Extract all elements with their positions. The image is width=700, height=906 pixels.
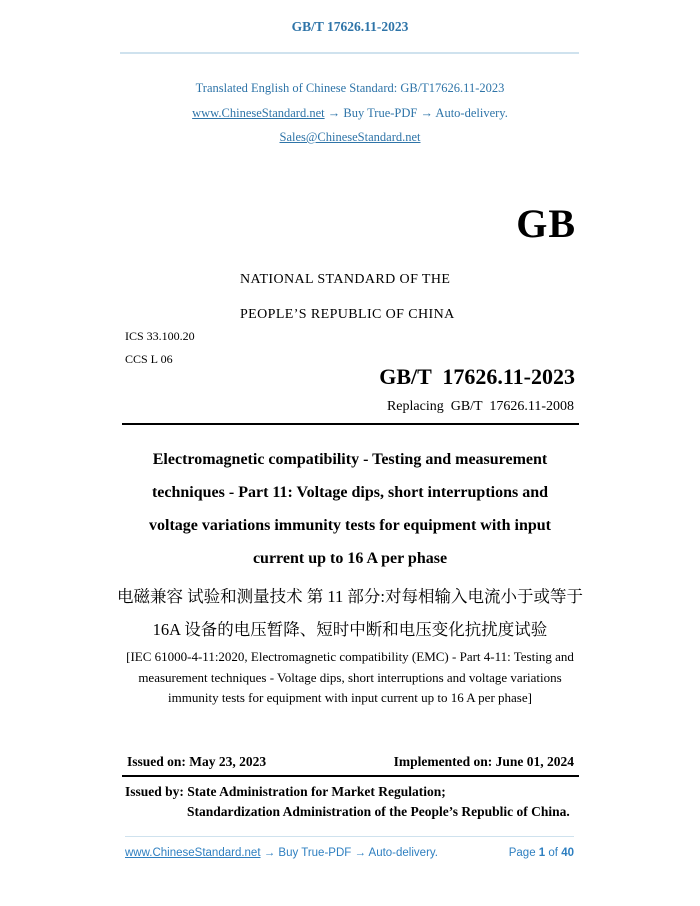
classification-codes — [125, 325, 195, 370]
replacing-note: Replacing GB/T 17626.11-2008 — [386, 399, 574, 414]
footer-buy-rest: → Buy True-PDF → Auto-delivery. — [260, 847, 438, 859]
ics-code: ICS 33.100.20 — [125, 329, 195, 343]
chinese-title-line1: 电磁兼容 试验和测量技术 第 11 部分:对每相输入电流小于或等于 — [117, 587, 583, 606]
of-label: of — [548, 847, 558, 859]
standard-number: GB/T 17626.11-2023 — [379, 364, 575, 389]
translated-line: Translated English of Chinese Standard: GB/T17626.11-2023 — [195, 81, 505, 95]
sales-email-link[interactable]: Sales@ChineseStandard.net — [279, 130, 421, 144]
chinese-title — [60, 580, 640, 646]
page-total: 40 — [561, 847, 574, 859]
issued-by-line1: Issued by: State Administration for Market Regulation; — [125, 784, 446, 799]
english-title-line1: Electromagnetic compatibility - Testing and measurement — [152, 451, 548, 468]
implemented-on-date: Implemented on: June 01, 2024 — [393, 754, 574, 769]
masthead-divider — [122, 423, 579, 425]
issuance-dates — [127, 754, 574, 770]
footer-buy-line — [125, 847, 438, 859]
footer-site-link[interactable]: www.ChineseStandard.net — [125, 847, 261, 859]
english-title-line3: voltage variations immunity tests for equipment with input — [149, 517, 551, 534]
national-standard-line2: PEOPLE’S REPUBLIC OF CHINA — [240, 307, 455, 322]
iec-note-line1: [IEC 61000-4-11:2020, Electromagnetic compatibility (EMC) - Part 4-11: Testing and — [126, 649, 574, 664]
page-number: 1 — [538, 847, 546, 859]
iec-equivalence-note — [85, 647, 615, 709]
issued-by-line2: Standardization Administration of the People’s Republic of China. — [187, 803, 570, 819]
issuing-bodies — [125, 782, 585, 821]
page-label: Page — [508, 847, 536, 859]
page-indicator — [509, 847, 574, 859]
buy-line-rest: → Buy True-PDF → Auto-delivery. — [324, 105, 508, 120]
english-title-line4: current up to 16 A per phase — [252, 550, 448, 567]
gb-logo: GB — [516, 201, 576, 246]
national-standard-heading — [240, 262, 455, 332]
english-title-line2: techniques - Part 11: Voltage dips, short interruptions and — [151, 484, 549, 501]
buy-line — [0, 101, 700, 126]
english-title — [60, 443, 640, 575]
site-link[interactable]: www.ChineseStandard.net — [192, 105, 325, 120]
page-footer — [125, 847, 574, 859]
national-standard-line1: NATIONAL STANDARD OF THE — [240, 272, 451, 287]
footer-divider — [125, 836, 574, 837]
chinese-title-line2: 16A 设备的电压暂降、短时中断和电压变化抗扰度试验 — [152, 620, 548, 639]
iec-note-line2: measurement techniques - Voltage dips, short interruptions and voltage variations — [138, 669, 562, 685]
issued-on-date: Issued on: May 23, 2023 — [127, 754, 267, 769]
iec-note-line3: immunity tests for equipment with input current up to 16 A per phase] — [168, 690, 532, 705]
header-divider — [120, 52, 579, 54]
translated-intro — [0, 76, 700, 150]
ccs-code: CCS L 06 — [125, 351, 173, 366]
header-doc-ref: GB/T 17626.11-2023 — [291, 19, 409, 34]
issuance-divider — [122, 775, 579, 777]
email-line — [0, 125, 700, 150]
